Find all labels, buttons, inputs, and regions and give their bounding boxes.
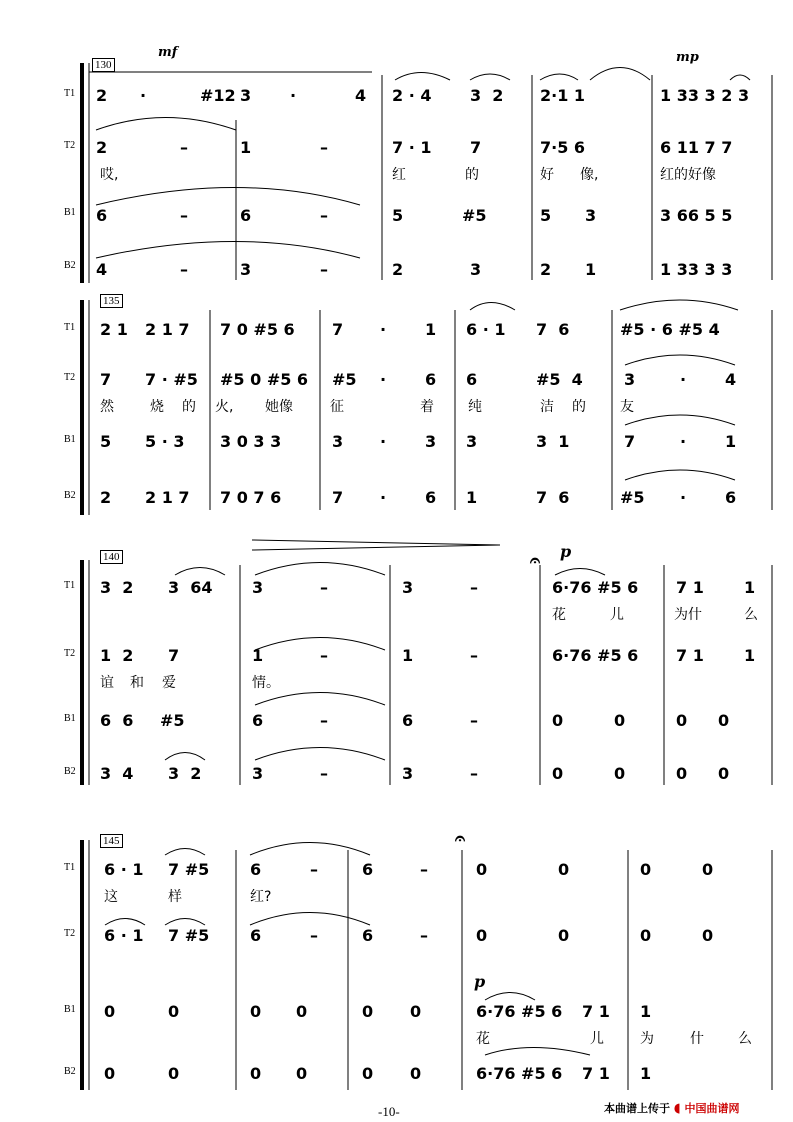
note-b1: #5 [160, 711, 185, 730]
note-b1: 1 [640, 1002, 652, 1021]
note-b2: 0 [296, 1064, 308, 1083]
note-t2: #5 0 #5 6 [220, 370, 309, 389]
note-b1: 6 [402, 711, 414, 730]
note-b2: 0 [104, 1064, 116, 1083]
note-b2: 3 [470, 260, 482, 279]
part-label-b1: B1 [64, 1004, 76, 1015]
note-t1: 1 33 3 2 3 [660, 86, 750, 105]
note-t1: 3 [240, 86, 252, 105]
note-b2: 7 [332, 488, 344, 507]
part-label-t1: T1 [64, 322, 76, 333]
footer-text: 本曲谱上传于 [604, 1102, 670, 1115]
note-b2: · [380, 488, 387, 507]
note-b1: 0 [718, 711, 730, 730]
brand-logo-icon: ◖ [673, 1101, 681, 1116]
note-t1: 7 #5 [168, 860, 210, 879]
note-b1: 3 0 3 3 [220, 432, 282, 451]
note-b1: 6·76 #5 6 [476, 1002, 563, 1021]
lyric-syllable: 和 [130, 675, 144, 691]
note-t1: #12 [200, 86, 236, 105]
note-t1: 2 · 4 [392, 86, 432, 105]
note-b2: 4 [96, 260, 108, 279]
note-t1: 3 2 [470, 86, 504, 105]
lyric-syllable: 烧 [150, 399, 164, 415]
note-t2: · [680, 370, 687, 389]
note-t1: · [380, 320, 387, 339]
note-t1: – [470, 578, 478, 597]
measure-number: 140 [100, 550, 123, 564]
note-t2: 7 [470, 138, 482, 157]
note-b1: 6 [252, 711, 264, 730]
lyric-syllable: 火, [215, 399, 234, 415]
note-b2: 2 [100, 488, 112, 507]
footer-upload-text [604, 1100, 740, 1116]
fermata-icon: 𝄐 [455, 828, 466, 849]
note-t2: 1 [252, 646, 264, 665]
note-t2: 7·5 6 [540, 138, 586, 157]
lyric-syllable: 什 [690, 1031, 704, 1047]
measure-number: 130 [92, 58, 115, 72]
note-t2: 6·76 #5 6 [552, 646, 639, 665]
note-b1: 1 [725, 432, 737, 451]
note-t2: 0 [558, 926, 570, 945]
note-t2: 7 [168, 646, 180, 665]
note-t2: 6 [466, 370, 478, 389]
measure-number: 145 [100, 834, 123, 848]
note-b1: 3 [585, 206, 597, 225]
lyric-syllable: 着 [420, 399, 434, 415]
note-b2: 0 [552, 764, 564, 783]
part-label-t1: T1 [64, 580, 76, 591]
note-t1: 4 [355, 86, 367, 105]
lyric-syllable: 纯 [468, 399, 482, 415]
note-b1: 0 [362, 1002, 374, 1021]
part-label-b2: B2 [64, 766, 76, 777]
note-b2: – [320, 764, 328, 783]
note-t2: – [310, 926, 318, 945]
lyric-syllable: 么 [744, 607, 758, 623]
note-b2: 0 [676, 764, 688, 783]
note-b1: 0 [296, 1002, 308, 1021]
note-b1: 0 [614, 711, 626, 730]
lyric-syllable: 儿 [590, 1031, 604, 1047]
note-t2: 6 · 1 [104, 926, 144, 945]
part-label-t2: T2 [64, 928, 76, 939]
note-t1: 0 [640, 860, 652, 879]
note-b1: 5 · 3 [145, 432, 185, 451]
note-b2: – [180, 260, 188, 279]
part-label-t2: T2 [64, 372, 76, 383]
note-b1: 0 [168, 1002, 180, 1021]
note-b2: 3 [240, 260, 252, 279]
note-b1: · [680, 432, 687, 451]
note-t2: 7 1 [676, 646, 704, 665]
lyric-syllable: 的 [572, 399, 586, 415]
note-b1: 5 [392, 206, 404, 225]
note-b2: 1 [585, 260, 597, 279]
note-b2: 3 2 [168, 764, 202, 783]
note-t1: 3 [252, 578, 264, 597]
note-b1: – [320, 206, 328, 225]
note-b1: 6 [240, 206, 252, 225]
lyric-syllable: 征 [330, 399, 344, 415]
note-b2: 0 [614, 764, 626, 783]
measure-number: 135 [100, 294, 123, 308]
note-t1: #5 · 6 #5 4 [620, 320, 720, 339]
lyric-syllable: 的 [182, 399, 196, 415]
note-t2: 2 [96, 138, 108, 157]
lyric-syllable: 红的好像 [660, 167, 716, 183]
note-b2: – [470, 764, 478, 783]
system-3-lines [80, 540, 772, 785]
lyric-syllable: 花 [552, 607, 566, 623]
note-b1: 3 1 [536, 432, 570, 451]
part-label-b1: B1 [64, 207, 76, 218]
note-t2: 7 · 1 [392, 138, 432, 157]
note-t2: 1 [744, 646, 756, 665]
part-label-b1: B1 [64, 713, 76, 724]
note-t2: – [320, 138, 328, 157]
note-t1: – [420, 860, 428, 879]
note-t1: 0 [476, 860, 488, 879]
note-b1: – [470, 711, 478, 730]
note-t1: 2 1 [100, 320, 128, 339]
footer-brand: 中国曲谱网 [684, 1102, 740, 1115]
note-t2: 1 [402, 646, 414, 665]
lyric-syllable: 红? [250, 889, 272, 905]
note-b2: 3 [252, 764, 264, 783]
note-b1: 3 [332, 432, 344, 451]
lyric-syllable: 谊 [100, 675, 114, 691]
note-t1: 3 [402, 578, 414, 597]
note-b1: 5 [100, 432, 112, 451]
note-b2: 2 1 7 [145, 488, 190, 507]
dynamic-mark: p [560, 542, 572, 561]
dynamic-mark: mp [676, 50, 699, 65]
lyric-syllable: 爱 [162, 675, 176, 691]
note-b2: 2 [392, 260, 404, 279]
note-t2: 0 [702, 926, 714, 945]
lyric-syllable: 红 [392, 167, 406, 183]
note-b2: 3 4 [100, 764, 134, 783]
note-t1: 6 [250, 860, 262, 879]
note-b2: 3 [402, 764, 414, 783]
note-b2: 1 33 3 3 [660, 260, 733, 279]
note-t2: 7 · #5 [145, 370, 198, 389]
note-t1: 7 0 #5 6 [220, 320, 295, 339]
note-t2: 0 [640, 926, 652, 945]
note-b1: 3 [425, 432, 437, 451]
note-t2: – [420, 926, 428, 945]
note-b1: – [180, 206, 188, 225]
note-t2: 4 [725, 370, 737, 389]
note-t2: #5 4 [536, 370, 583, 389]
note-t1: – [310, 860, 318, 879]
lyric-syllable: 样 [168, 889, 182, 905]
note-b2: 6 [725, 488, 737, 507]
part-label-t1: T1 [64, 88, 76, 99]
note-t2: 7 [100, 370, 112, 389]
note-t1: · [140, 86, 147, 105]
note-t1: 1 [425, 320, 437, 339]
note-t2: 6 [250, 926, 262, 945]
part-label-b1: B1 [64, 434, 76, 445]
note-t1: 6 [362, 860, 374, 879]
note-t2: 6 [425, 370, 437, 389]
lyric-syllable: 为什 [674, 607, 702, 623]
note-t1: 3 64 [168, 578, 213, 597]
note-b2: 7 6 [536, 488, 570, 507]
note-t1: 0 [558, 860, 570, 879]
note-t1: 3 2 [100, 578, 134, 597]
part-label-t2: T2 [64, 648, 76, 659]
note-b1: 7 [624, 432, 636, 451]
note-t1: – [320, 578, 328, 597]
note-b1: – [320, 711, 328, 730]
note-t2: 6 11 7 7 [660, 138, 733, 157]
note-b1: 6 [96, 206, 108, 225]
note-t1: 6·76 #5 6 [552, 578, 639, 597]
note-b1: 5 [540, 206, 552, 225]
part-label-t1: T1 [64, 862, 76, 873]
lyric-syllable: 然 [100, 399, 114, 415]
note-t1: 2 1 7 [145, 320, 190, 339]
note-t1: 6 · 1 [104, 860, 144, 879]
note-t2: 7 #5 [168, 926, 210, 945]
note-b2: 7 1 [582, 1064, 610, 1083]
note-b1: #5 [462, 206, 487, 225]
note-b2: 0 [250, 1064, 262, 1083]
lyric-syllable: 像, [580, 167, 599, 183]
note-t2: – [320, 646, 328, 665]
note-t1: · [290, 86, 297, 105]
note-b2: 7 0 7 6 [220, 488, 282, 507]
note-b1: 0 [104, 1002, 116, 1021]
lyric-syllable: 她像 [265, 399, 293, 415]
note-t1: 7 6 [536, 320, 570, 339]
note-t1: 0 [702, 860, 714, 879]
lyric-syllable: 为 [640, 1031, 654, 1047]
note-t1: 2 [96, 86, 108, 105]
note-t1: 6 · 1 [466, 320, 506, 339]
note-b2: · [680, 488, 687, 507]
note-t2: · [380, 370, 387, 389]
note-t2: #5 [332, 370, 357, 389]
note-b1: · [380, 432, 387, 451]
note-t1: 7 1 [676, 578, 704, 597]
fermata-icon: 𝄐 [530, 550, 541, 571]
dynamic-mark: p [474, 972, 486, 991]
part-label-b2: B2 [64, 260, 76, 271]
note-b2: 6 [425, 488, 437, 507]
note-t1: 7 [332, 320, 344, 339]
lyric-syllable: 花 [476, 1031, 490, 1047]
lyric-syllable: 的 [465, 167, 479, 183]
note-b2: 1 [640, 1064, 652, 1083]
note-t2: 1 2 [100, 646, 134, 665]
note-b2: 0 [168, 1064, 180, 1083]
note-b2: 2 [540, 260, 552, 279]
note-b1: 0 [410, 1002, 422, 1021]
lyric-syllable: 洁 [540, 399, 554, 415]
note-t1: 1 [744, 578, 756, 597]
note-t2: 0 [476, 926, 488, 945]
lyric-syllable: 好 [540, 167, 554, 183]
note-t1: 2·1 1 [540, 86, 586, 105]
note-b2: 0 [362, 1064, 374, 1083]
lyric-syllable: 哎, [100, 167, 119, 183]
note-t2: 1 [240, 138, 252, 157]
note-b2: 6·76 #5 6 [476, 1064, 563, 1083]
lyric-syllable: 情。 [252, 675, 280, 691]
note-b2: 0 [410, 1064, 422, 1083]
note-b2: – [320, 260, 328, 279]
note-b2: 0 [718, 764, 730, 783]
lyric-syllable: 友 [620, 399, 634, 415]
part-label-b2: B2 [64, 1066, 76, 1077]
note-b1: 0 [552, 711, 564, 730]
lyric-syllable: 么 [738, 1031, 752, 1047]
note-t2: 3 [624, 370, 636, 389]
page-number: -10- [378, 1104, 400, 1119]
lyric-syllable: 这 [104, 889, 118, 905]
note-b1: 0 [250, 1002, 262, 1021]
note-b1: 3 66 5 5 [660, 206, 733, 225]
lyric-syllable: 儿 [610, 607, 624, 623]
part-label-t2: T2 [64, 140, 76, 151]
note-b1: 0 [676, 711, 688, 730]
note-t2: – [470, 646, 478, 665]
note-b2: 1 [466, 488, 478, 507]
note-b1: 3 [466, 432, 478, 451]
note-t2: – [180, 138, 188, 157]
note-b1: 6 6 [100, 711, 134, 730]
note-t2: 6 [362, 926, 374, 945]
note-b2: #5 [620, 488, 645, 507]
dynamic-mark: mf [158, 45, 178, 60]
part-label-b2: B2 [64, 490, 76, 501]
note-b1: 7 1 [582, 1002, 610, 1021]
